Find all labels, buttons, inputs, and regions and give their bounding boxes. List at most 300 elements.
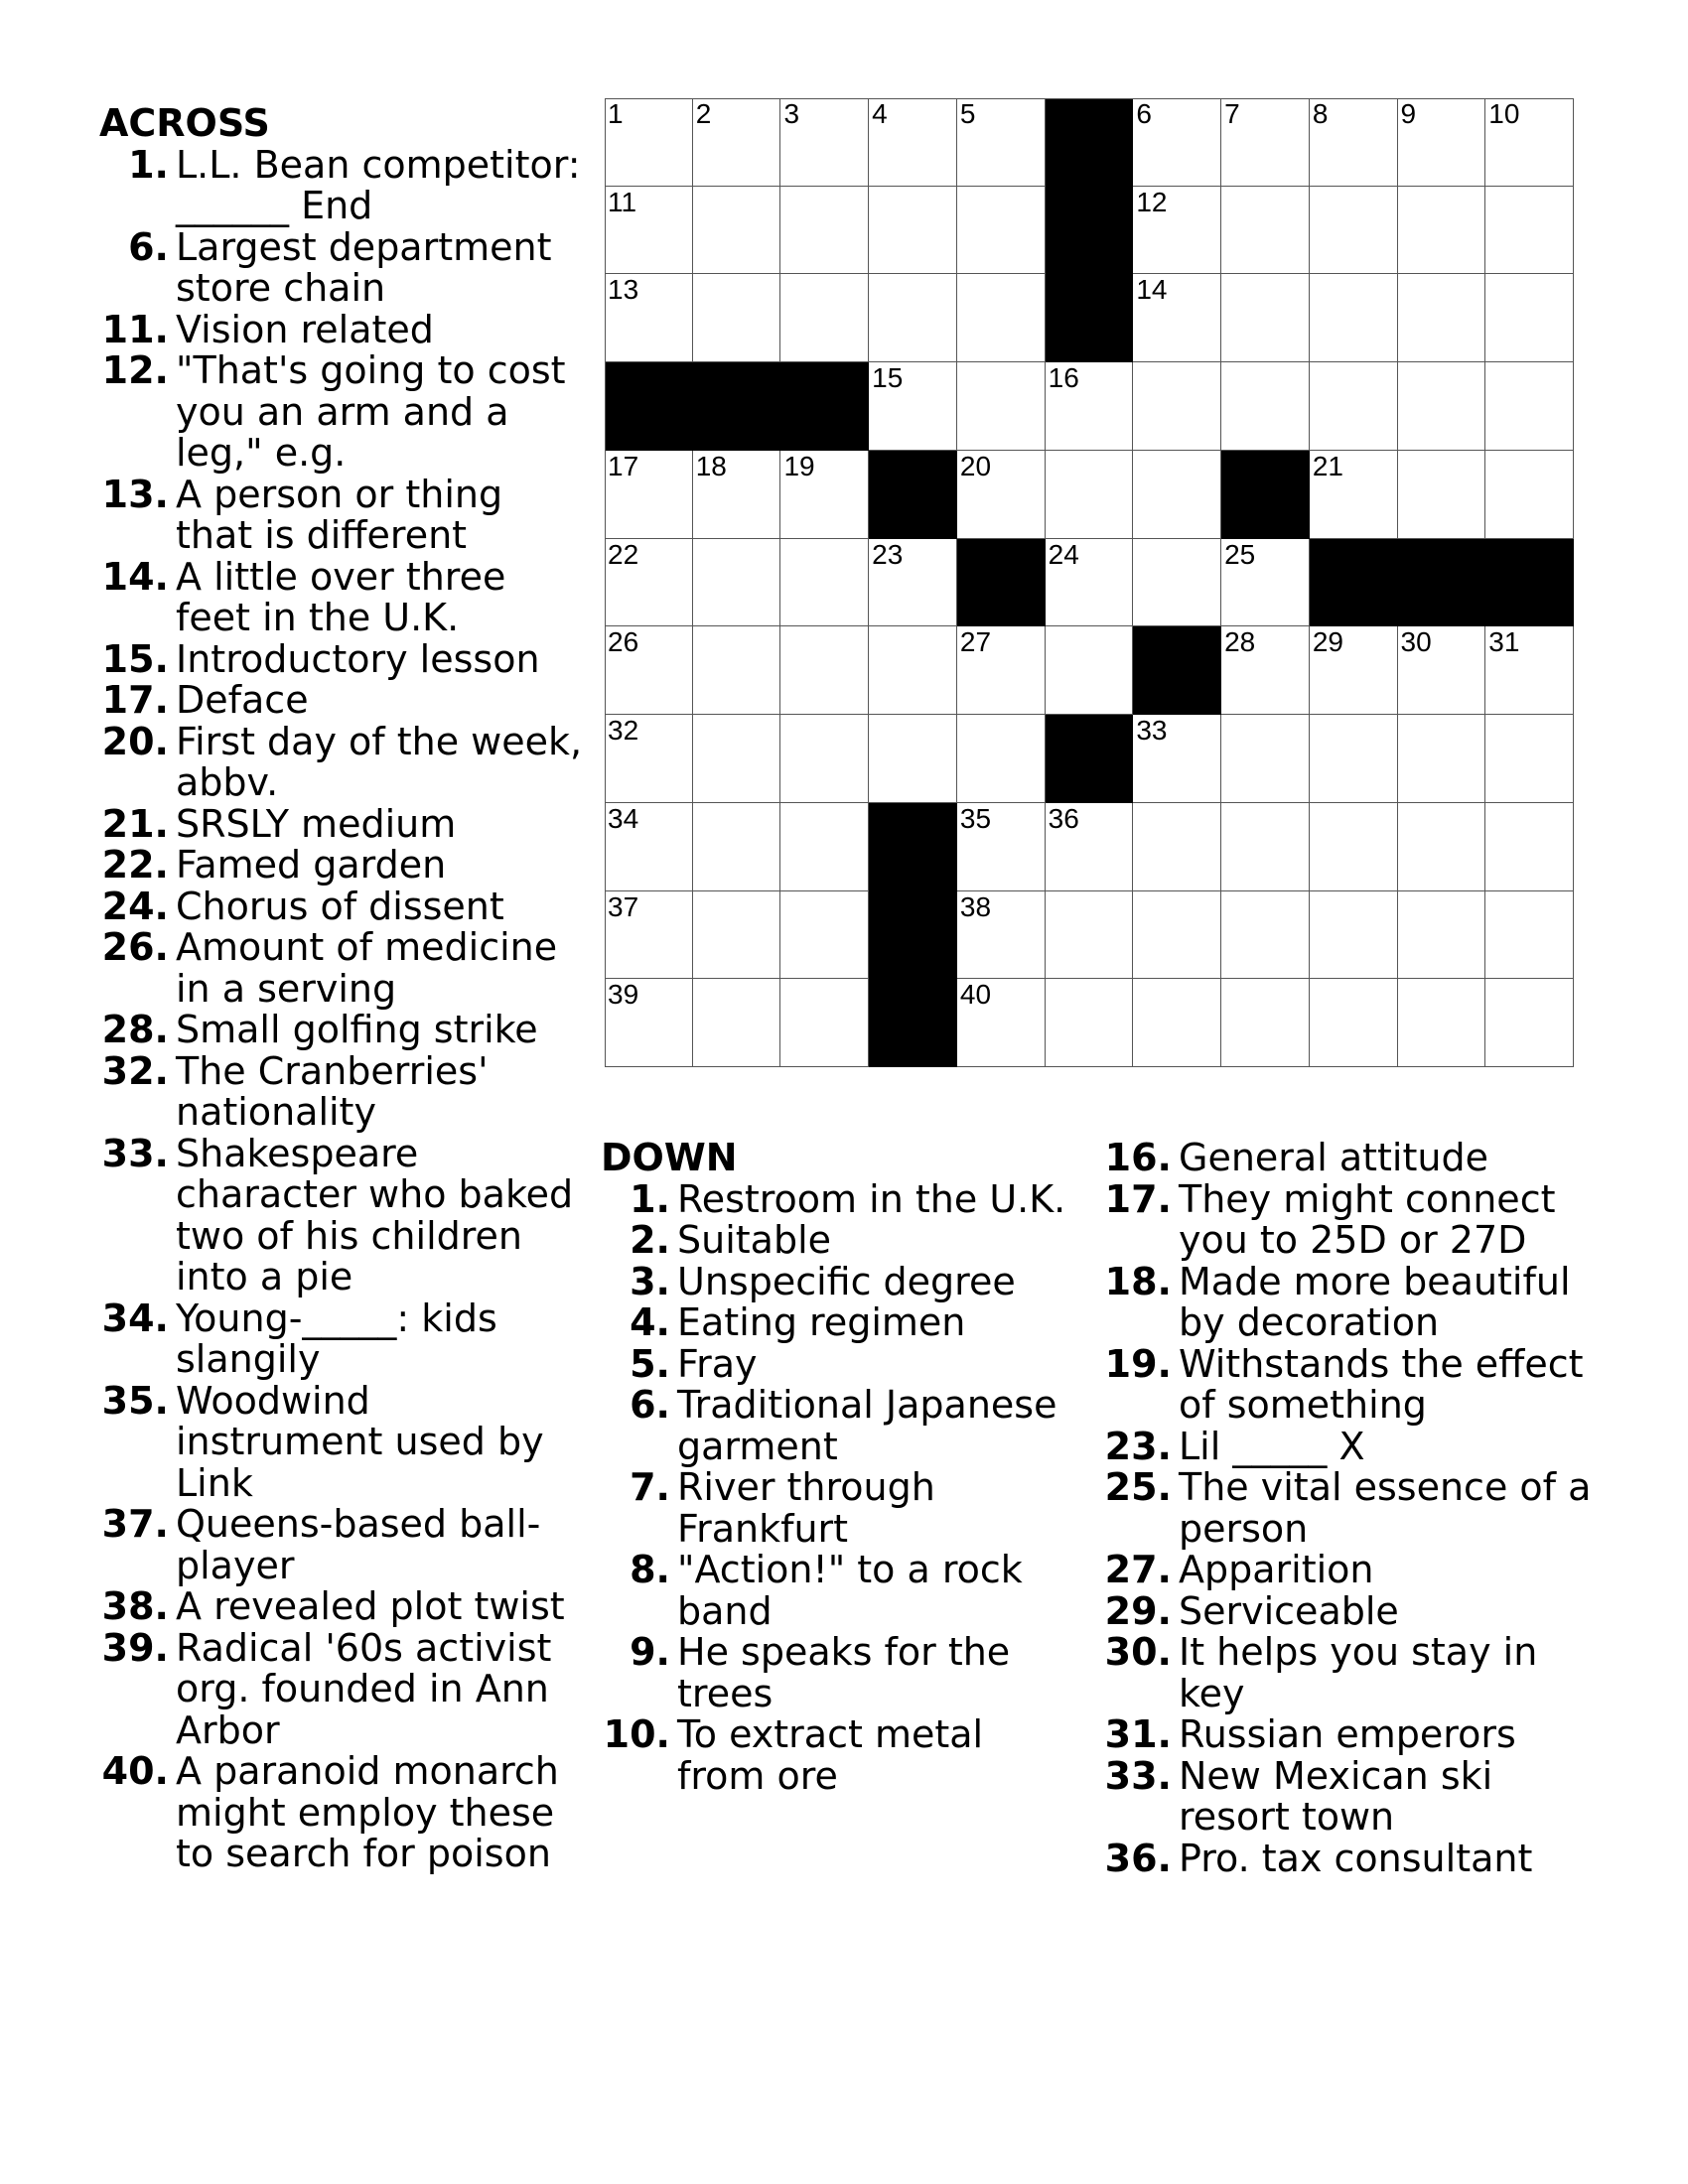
cell-number: 25 [1224, 538, 1256, 570]
clue-item [99, 1625, 586, 1752]
grid-cell[interactable] [605, 539, 693, 627]
clue-number: 1. [630, 1176, 670, 1221]
grid-cell[interactable] [1310, 891, 1398, 980]
clue-item [99, 1504, 586, 1586]
grid-cell[interactable] [1046, 626, 1134, 715]
clue-item [601, 1302, 1077, 1344]
clue-item [99, 224, 586, 310]
grid-cell[interactable] [1133, 979, 1221, 1067]
grid-cell[interactable] [693, 539, 781, 627]
grid-cell[interactable] [1046, 451, 1134, 539]
clue-number: 7. [630, 1465, 670, 1509]
clue-number: 32. [101, 1048, 169, 1093]
clue-text: Young-_____: kids slangily [176, 1296, 497, 1381]
clue-number: 15. [101, 636, 169, 681]
clue-item [1102, 1836, 1599, 1880]
grid-cell[interactable] [1398, 274, 1486, 362]
across-heading: ACROSS [99, 101, 270, 145]
clue-text: Introductory lesson [176, 636, 540, 681]
cell-number: 27 [959, 626, 992, 658]
cell-number: 39 [608, 979, 639, 1011]
grid-cell[interactable] [1398, 715, 1486, 803]
grid-cell[interactable] [1133, 539, 1221, 627]
clue-item [601, 1385, 1077, 1467]
clue-item [1102, 1138, 1599, 1179]
clue-text: Russian emperors [1179, 1712, 1516, 1756]
clue-number: 3. [630, 1259, 670, 1303]
grid-cell-black [1133, 626, 1221, 715]
clue-text: Apparition [1179, 1548, 1374, 1591]
cell-number: 29 [1312, 626, 1343, 658]
clue-item [601, 1714, 1077, 1797]
cell-number: 34 [608, 802, 639, 834]
grid-cell[interactable] [780, 98, 869, 187]
clue-number: 23. [1104, 1424, 1172, 1468]
clue-text: General attitude [1179, 1136, 1488, 1179]
cell-number: 14 [1136, 274, 1168, 306]
grid-cell[interactable] [780, 979, 869, 1067]
grid-cell[interactable] [1221, 979, 1310, 1067]
clue-text: It helps you stay in key [1179, 1630, 1538, 1715]
grid-cell[interactable] [1221, 362, 1310, 451]
grid-cell[interactable] [605, 626, 693, 715]
clue-number: 26. [101, 925, 169, 969]
grid-cell[interactable] [1221, 803, 1310, 891]
cell-number: 37 [608, 890, 639, 922]
clue-item [99, 719, 586, 804]
clue-text: Serviceable [1179, 1588, 1399, 1633]
grid-cell[interactable] [957, 451, 1046, 539]
grid-cell[interactable] [780, 187, 869, 275]
clue-item [1102, 1176, 1599, 1262]
clue-text: Shakespeare character who baked two of his children into a pie [176, 1131, 574, 1298]
grid-cell[interactable] [1221, 715, 1310, 803]
clue-text: River through Frankfurt [677, 1465, 935, 1551]
clue-item [99, 884, 586, 928]
clue-item [99, 1378, 586, 1505]
clue-number: 12. [101, 348, 169, 392]
grid-cell[interactable] [1485, 274, 1574, 362]
grid-cell-black [957, 539, 1046, 627]
grid-cell-black [869, 451, 957, 539]
grid-cell[interactable] [1310, 451, 1398, 539]
clue-text: Chorus of dissent [176, 884, 504, 928]
clue-item [601, 1467, 1077, 1550]
clue-text: Withstands the effect of something [1179, 1341, 1584, 1427]
grid-cell[interactable] [1221, 626, 1310, 715]
down-clue-list-1 [601, 1176, 1077, 1798]
grid-cell-black [605, 362, 693, 451]
grid-cell[interactable] [1221, 187, 1310, 275]
grid-cell[interactable] [1133, 274, 1221, 362]
grid-cell[interactable] [957, 803, 1046, 891]
grid-cell[interactable] [605, 187, 693, 275]
cell-number: 28 [1224, 626, 1256, 658]
grid-cell[interactable] [780, 539, 869, 627]
clue-item [601, 1259, 1077, 1303]
grid-cell[interactable] [693, 274, 781, 362]
grid-cell-black [1398, 539, 1486, 627]
clue-text: A person or thing that is different [176, 472, 503, 557]
clue-item [99, 350, 586, 475]
clue-number: 18. [1104, 1259, 1172, 1303]
cell-number: 4 [872, 98, 888, 129]
clue-item [99, 636, 586, 681]
clue-number: 17. [101, 678, 169, 722]
grid-cell[interactable] [1310, 803, 1398, 891]
clue-text: Made more beautiful by decoration [1179, 1259, 1571, 1344]
grid-cell[interactable] [869, 187, 957, 275]
cell-number: 30 [1400, 626, 1432, 658]
grid-cell[interactable] [1485, 891, 1574, 980]
clue-number: 10. [603, 1712, 670, 1756]
grid-cell-black [1046, 98, 1134, 187]
clue-item [99, 801, 586, 846]
grid-cell-black [780, 362, 869, 451]
grid-cell[interactable] [1221, 274, 1310, 362]
clue-text: Radical '60s activist org. founded in Ann Arbor [176, 1625, 552, 1752]
grid-cell[interactable] [780, 274, 869, 362]
grid-cell[interactable] [693, 715, 781, 803]
clue-text: Deface [176, 678, 309, 722]
cell-number: 35 [959, 802, 992, 834]
grid-cell[interactable] [1398, 803, 1486, 891]
grid-cell[interactable] [1046, 803, 1134, 891]
grid-cell[interactable] [1398, 891, 1486, 980]
clue-item [99, 845, 586, 887]
grid-cell[interactable] [605, 451, 693, 539]
grid-cell[interactable] [1133, 803, 1221, 891]
grid-cell-black [1046, 715, 1134, 803]
across-clue-list [99, 142, 586, 1875]
grid-cell[interactable] [1485, 979, 1574, 1067]
grid-cell[interactable] [1046, 539, 1134, 627]
grid-cell[interactable] [1133, 715, 1221, 803]
cell-number: 40 [959, 979, 992, 1011]
clue-item [99, 307, 586, 351]
grid-cell[interactable] [1398, 187, 1486, 275]
clue-text: "That's going to cost you an arm and a leg," e.g. [176, 348, 566, 475]
down-clues-column-2 [1102, 1138, 1599, 1879]
clue-number: 24. [101, 884, 169, 928]
grid-cell[interactable] [957, 626, 1046, 715]
clue-item [1102, 1341, 1599, 1427]
clue-item [99, 554, 586, 639]
grid-cell[interactable] [869, 98, 957, 187]
clue-number: 27. [1104, 1548, 1172, 1591]
clue-text: The vital essence of a person [1179, 1465, 1592, 1551]
clue-item [1102, 1753, 1599, 1839]
clue-number: 1. [128, 142, 169, 187]
cell-number: 11 [608, 186, 637, 217]
grid-cell[interactable] [1398, 979, 1486, 1067]
clue-text: Woodwind instrument used by Link [176, 1378, 544, 1505]
cell-number: 32 [608, 715, 639, 747]
clue-text: Pro. tax consultant [1179, 1836, 1533, 1880]
clue-item [1102, 1588, 1599, 1633]
clue-number: 17. [1104, 1176, 1172, 1221]
clue-number: 19. [1104, 1341, 1172, 1386]
grid-cell[interactable] [780, 803, 869, 891]
clue-number: 21. [101, 801, 169, 846]
clue-number: 33. [1104, 1753, 1172, 1798]
clue-text: Queens-based ball-player [176, 1502, 541, 1587]
clue-number: 20. [101, 719, 169, 763]
clue-number: 28. [101, 1008, 169, 1051]
cell-number: 12 [1136, 186, 1168, 217]
clue-text: Amount of medicine in a serving [176, 925, 558, 1011]
down-clue-list-2 [1102, 1138, 1599, 1879]
clue-number: 6. [128, 224, 169, 269]
clue-number: 14. [101, 554, 169, 599]
clue-number: 38. [101, 1584, 169, 1628]
grid-cell[interactable] [957, 187, 1046, 275]
grid-cell[interactable] [1133, 187, 1221, 275]
clue-item [99, 1586, 586, 1628]
grid-cell[interactable] [1133, 451, 1221, 539]
grid-cell[interactable] [1485, 187, 1574, 275]
grid-cell[interactable] [693, 98, 781, 187]
grid-cell-black [1310, 539, 1398, 627]
cell-number: 9 [1400, 98, 1417, 129]
clue-item [601, 1341, 1077, 1386]
grid-cell[interactable] [1485, 626, 1574, 715]
cell-number: 26 [608, 626, 639, 658]
clue-item [601, 1176, 1077, 1221]
cell-number: 24 [1048, 538, 1079, 570]
clue-text: Vision related [176, 307, 434, 351]
clue-number: 9. [630, 1630, 670, 1674]
cell-number: 1 [608, 98, 624, 129]
grid-cell[interactable] [957, 979, 1046, 1067]
cell-number: 33 [1136, 715, 1168, 747]
clue-number: 6. [630, 1383, 670, 1427]
grid-cell[interactable] [1310, 362, 1398, 451]
clue-number: 33. [101, 1131, 169, 1175]
clue-item [1102, 1632, 1599, 1714]
clue-number: 36. [1104, 1836, 1172, 1880]
clue-text: Restroom in the U.K. [677, 1176, 1066, 1221]
grid-cell[interactable] [1221, 891, 1310, 980]
clue-text: Famed garden [176, 843, 447, 887]
cell-number: 8 [1312, 98, 1329, 129]
cell-number: 19 [783, 450, 815, 481]
grid-cell-black [1485, 539, 1574, 627]
grid-cell-black [869, 803, 957, 891]
grid-cell[interactable] [1133, 891, 1221, 980]
grid-cell[interactable] [1310, 715, 1398, 803]
clue-text: They might connect you to 25D or 27D [1179, 1176, 1556, 1262]
grid-cell[interactable] [1046, 891, 1134, 980]
grid-cell[interactable] [869, 626, 957, 715]
cell-number: 17 [608, 450, 639, 481]
clue-item [99, 680, 586, 722]
cell-number: 3 [783, 98, 800, 129]
clue-text: Small golfing strike [176, 1008, 538, 1051]
cell-number: 36 [1048, 802, 1079, 834]
across-clues [99, 103, 586, 1875]
clue-number: 31. [1104, 1712, 1172, 1756]
grid-cell[interactable] [1485, 98, 1574, 187]
clue-text: To extract metal from ore [677, 1712, 984, 1798]
grid-cell[interactable] [1221, 98, 1310, 187]
grid-cell[interactable] [605, 979, 693, 1067]
grid-cell-black [869, 979, 957, 1067]
grid-cell[interactable] [869, 539, 957, 627]
clue-text: Unspecific degree [677, 1259, 1016, 1303]
clue-item [601, 1632, 1077, 1714]
grid-cell[interactable] [1310, 187, 1398, 275]
clue-number: 4. [630, 1300, 670, 1344]
down-clues-column-1 [601, 1138, 1077, 1797]
clue-item [99, 1298, 586, 1381]
clue-text: A little over three feet in the U.K. [176, 554, 506, 639]
clue-text: He speaks for the trees [677, 1630, 1011, 1715]
grid-cell[interactable] [780, 626, 869, 715]
cell-number: 6 [1136, 98, 1152, 129]
grid-cell[interactable] [780, 451, 869, 539]
clue-item [1102, 1714, 1599, 1756]
clue-item [99, 1048, 586, 1134]
grid-cell[interactable] [1133, 98, 1221, 187]
clue-item [601, 1220, 1077, 1262]
grid-cell[interactable] [1398, 362, 1486, 451]
grid-cell-black [1046, 187, 1134, 275]
clue-number: 34. [101, 1296, 169, 1340]
grid-cell[interactable] [1046, 979, 1134, 1067]
cell-number: 2 [695, 98, 712, 129]
grid-cell[interactable] [1485, 715, 1574, 803]
clue-item [601, 1550, 1077, 1632]
clue-text: The Cranberries' nationality [176, 1048, 489, 1134]
grid-cell-black [1221, 451, 1310, 539]
down-heading: DOWN [601, 1136, 738, 1179]
clue-number: 8. [630, 1548, 670, 1591]
clue-text: Largest department store chain [176, 224, 552, 310]
grid-cell[interactable] [869, 362, 957, 451]
grid-cell[interactable] [1398, 451, 1486, 539]
clue-text: First day of the week, abbv. [176, 719, 583, 804]
grid-cell[interactable] [693, 891, 781, 980]
grid-cell[interactable] [957, 362, 1046, 451]
clue-number: 30. [1104, 1630, 1172, 1674]
clue-number: 5. [630, 1341, 670, 1386]
grid-cell[interactable] [1398, 98, 1486, 187]
clue-item [99, 927, 586, 1010]
grid-cell[interactable] [957, 891, 1046, 980]
clue-text: "Action!" to a rock band [677, 1548, 1023, 1633]
clue-text: Suitable [677, 1218, 832, 1262]
cell-number: 22 [608, 538, 639, 570]
clue-number: 11. [101, 307, 169, 351]
cell-number: 18 [695, 450, 727, 481]
clue-text: L.L. Bean competitor: ______ End [176, 142, 581, 227]
clue-item [1102, 1424, 1599, 1468]
grid-cell[interactable] [1310, 98, 1398, 187]
grid-cell[interactable] [869, 715, 957, 803]
cell-number: 16 [1048, 362, 1079, 394]
grid-cell[interactable] [1310, 979, 1398, 1067]
grid-cell[interactable] [605, 803, 693, 891]
grid-cell[interactable] [1310, 274, 1398, 362]
clue-number: 35. [101, 1378, 169, 1423]
clue-number: 39. [101, 1625, 169, 1670]
crossword-grid [605, 98, 1574, 1067]
cell-number: 13 [608, 274, 639, 306]
cell-number: 15 [872, 362, 904, 394]
grid-cell[interactable] [693, 451, 781, 539]
grid-cell[interactable] [693, 187, 781, 275]
cell-number: 10 [1488, 98, 1520, 129]
grid-cell[interactable] [869, 274, 957, 362]
grid-cell[interactable] [605, 98, 693, 187]
clue-item [99, 142, 586, 227]
cell-number: 31 [1488, 626, 1520, 658]
grid-cell[interactable] [1485, 451, 1574, 539]
grid-cell[interactable] [780, 715, 869, 803]
grid-cell[interactable] [957, 715, 1046, 803]
clue-item [1102, 1467, 1599, 1550]
grid-cell-black [1046, 274, 1134, 362]
clue-number: 13. [101, 472, 169, 516]
clue-text: Fray [677, 1341, 758, 1386]
clue-number: 40. [101, 1749, 169, 1793]
grid-cell[interactable] [693, 979, 781, 1067]
grid-cell[interactable] [1046, 362, 1134, 451]
grid-cell[interactable] [693, 803, 781, 891]
grid-cell[interactable] [1485, 803, 1574, 891]
clue-text: Traditional Japanese garment [677, 1383, 1057, 1468]
clue-item [99, 472, 586, 557]
clue-text: New Mexican ski resort town [1179, 1753, 1493, 1839]
clue-item [99, 1751, 586, 1875]
grid-cell[interactable] [1133, 362, 1221, 451]
clue-number: 16. [1104, 1136, 1172, 1179]
clue-item [1102, 1259, 1599, 1344]
cell-number: 21 [1312, 450, 1343, 481]
clue-number: 37. [101, 1502, 169, 1546]
grid-cell[interactable] [605, 715, 693, 803]
clue-text: SRSLY medium [176, 801, 457, 846]
grid-cell[interactable] [1398, 626, 1486, 715]
clue-item [99, 1010, 586, 1051]
grid-cell[interactable] [957, 98, 1046, 187]
grid-cell[interactable] [605, 274, 693, 362]
grid-cell[interactable] [957, 274, 1046, 362]
cell-number: 20 [959, 450, 992, 481]
clue-number: 25. [1104, 1465, 1172, 1509]
clue-text: Lil _____ X [1179, 1424, 1365, 1468]
grid-cell[interactable] [1310, 626, 1398, 715]
clue-number: 22. [101, 843, 169, 887]
cell-number: 23 [872, 538, 904, 570]
grid-cell[interactable] [1221, 539, 1310, 627]
clue-number: 2. [630, 1218, 670, 1262]
clue-number: 29. [1104, 1588, 1172, 1633]
clue-item [99, 1131, 586, 1298]
grid-cell[interactable] [1485, 362, 1574, 451]
grid-cell-black [693, 362, 781, 451]
cell-number: 38 [959, 890, 992, 922]
clue-text: A paranoid monarch might employ these to search for poison [176, 1749, 559, 1875]
grid-cell[interactable] [693, 626, 781, 715]
grid-cell[interactable] [605, 891, 693, 980]
clue-text: A revealed plot twist [176, 1584, 565, 1628]
cell-number: 7 [1224, 98, 1240, 129]
clue-item [1102, 1550, 1599, 1591]
grid-cell[interactable] [780, 891, 869, 980]
clue-text: Eating regimen [677, 1300, 966, 1344]
